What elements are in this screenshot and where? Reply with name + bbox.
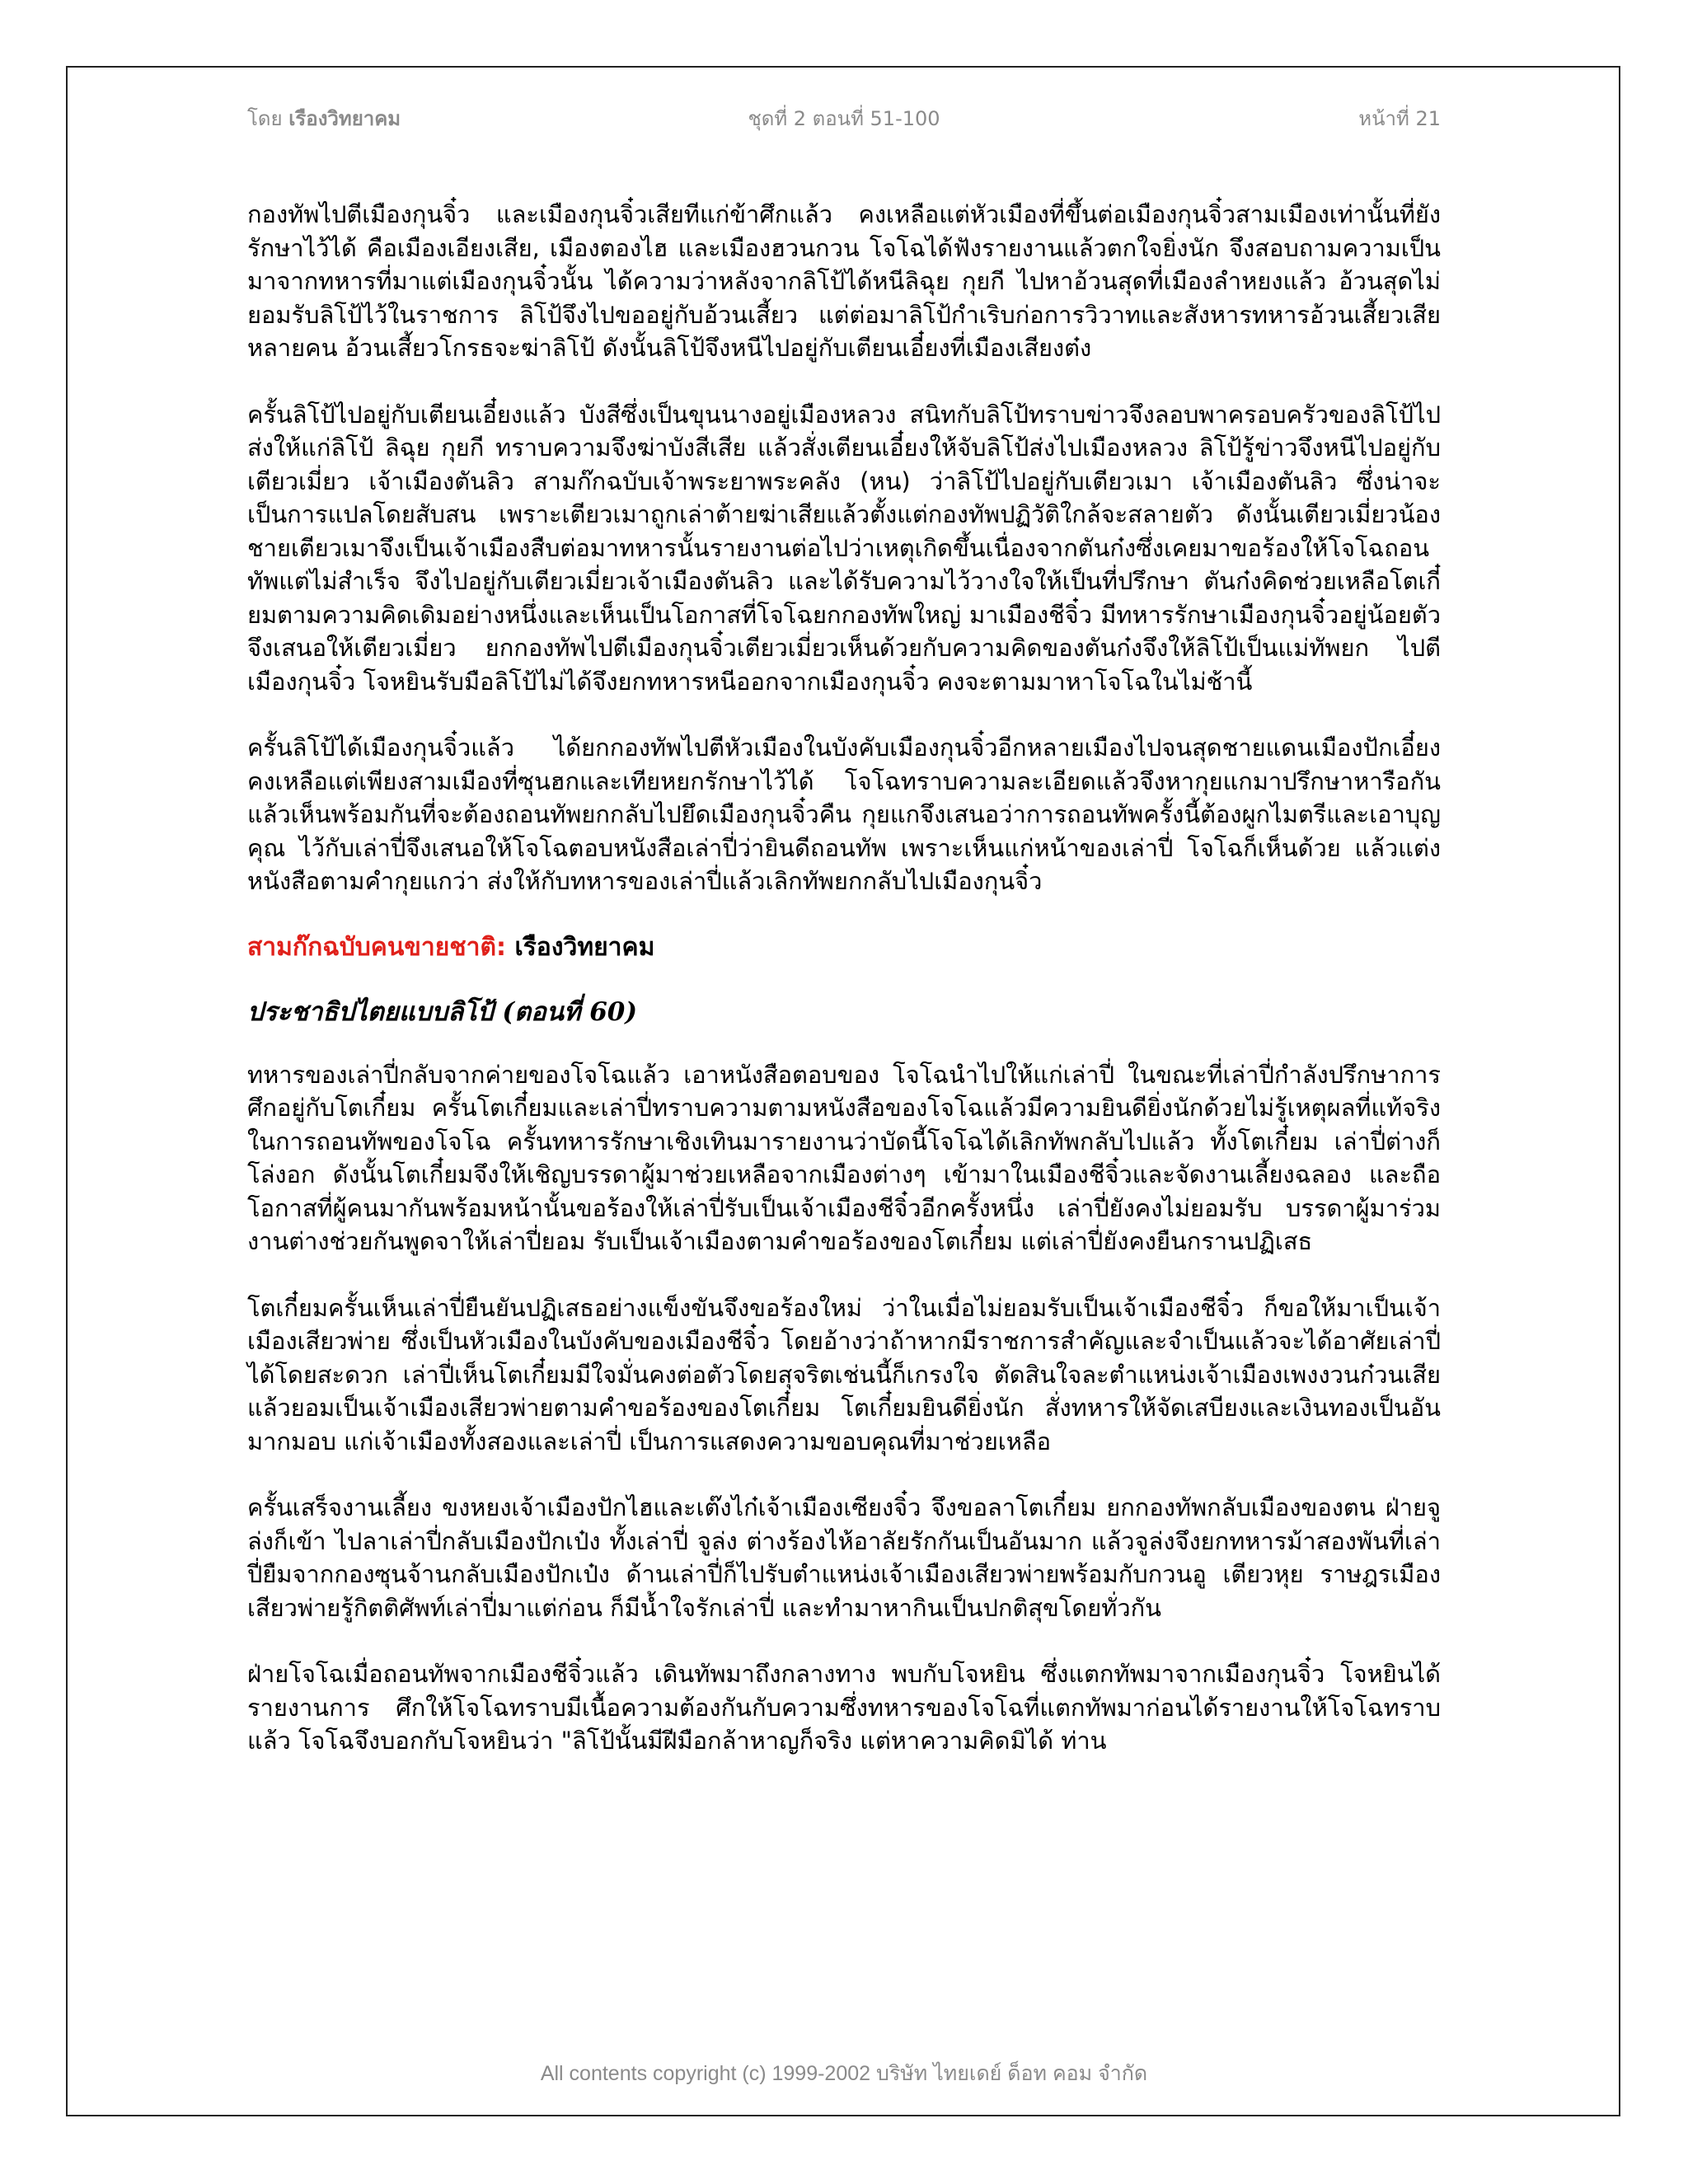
paragraph: ครั้นลิโป้ได้เมืองกุนจิ๋วแล้ว ได้ยกกองทัพไปตีหัวเมืองในบังคับเมืองกุนจิ๋วอีกหลายเมืองไปจนสุดชายแดนเมืองปักเอี๋ยง คงเหลือแต่เพียงสามเมืองที่ซุนฮกและเทียหยกรักษาไว้ได้ โจโฉทราบความละเอียดแล้วจึงหากุยแกมาปรึกษาหารือกันแล้วเห็นพร้อมกันที่จะต้องถอนทัพยกกลับไปยึดเมืองกุนจิ๋วคืน กุยแกจึงเสนอว่าการถอนทัพครั้งนี้ต้องผูกไมตรีและเอาบุญคุณ ไว้กับเล่าปี่จึงเสนอให้โจโฉตอบหนังสือเล่าปี่ว่ายินดีถอนทัพ เพราะเห็นแก่หน้าของเล่าปี่ โจโฉก็เห็นด้วย แล้วแต่งหนังสือตามคำกุยแกว่า ส่งให้กับทหารของเล่าปี่แล้วเลิกทัพยกกลับไปเมืองกุนจิ๋ว [247, 733, 1441, 895]
article-body [247, 198, 1441, 1791]
header-page-number: หน้าที่ 21 [1358, 107, 1441, 130]
author-prefix: โดย [247, 107, 283, 130]
footer-copyright: All contents copyright (c) 1999-2002 บริษัท ไทยเดย์ ด็อท คอม จำกัด [540, 2062, 1148, 2085]
series-label: สามก๊กฉบับคนขายชาติ: [247, 932, 506, 962]
page-header [247, 102, 1441, 130]
paragraph: ทหารของเล่าปี่กลับจากค่ายของโจโฉแล้ว เอาหนังสือตอบของ โจโฉนำไปให้แก่เล่าปี่ ในขณะที่เล่าปี่กำลังปรึกษาการศึกอยู่กับโตเกี๋ยม ครั้นโตเกี๋ยมและเล่าปี่ทราบความตามหนังสือของโจโฉแล้วมีความยินดียิ่งนักด้วยไม่รู้เหตุผลที่แท้จริงในการถอนทัพของโจโฉ ครั้นทหารรักษาเชิงเทินมารายงานว่าบัดนี้โจโฉได้เลิกทัพกลับไปแล้ว ทั้งโตเกี๋ยม เล่าปี่ต่างก็โล่งอก ดังนั้นโตเกี๋ยมจึงให้เชิญบรรดาผู้มาช่วยเหลือจากเมืองต่างๆ เข้ามาในเมืองชีจิ๋วและจัดงานเลี้ยงฉลอง และถือโอกาสที่ผู้คนมากันพร้อมหน้านั้นขอร้องให้เล่าปี่รับเป็นเจ้าเมืองชีจิ๋วอีกครั้งหนึ่ง เล่าปี่ยังคงไม่ยอมรับ บรรดาผู้มาร่วมงานต่างช่วยกันพูดจาให้เล่าปี่ยอม รับเป็นเจ้าเมืองตามคำขอร้องของโตเกี๋ยม แต่เล่าปี่ยังคงยืนกรานปฏิเสธ [247, 1060, 1441, 1255]
header-series: ชุดที่ 2 ตอนที่ 51-100 [748, 107, 940, 130]
paragraph: กองทัพไปตีเมืองกุนจิ๋ว และเมืองกุนจิ๋วเสียทีแก่ข้าศึกแล้ว คงเหลือแต่หัวเมืองที่ขึ้นต่อเมืองกุนจิ๋วสามเมืองเท่านั้นที่ยังรักษาไว้ได้ คือเมืองเอียงเสีย, เมืองตองไฮ และเมืองฮวนกวน โจโฉได้ฟังรายงานแล้วตกใจยิ่งนัก จึงสอบถามความเป็นมาจากทหารที่มาแต่เมืองกุนจิ๋วนั้น ได้ความว่าหลังจากลิโป้ได้หนีลิฉุย กุยกี ไปหาอ้วนสุดที่เมืองลำหยงแล้ว อ้วนสุดไม่ยอมรับลิโป้ไว้ในราชการ ลิโป้จึงไปขออยู่กับอ้วนเสี้ยว แต่ต่อมาลิโป้กำเริบก่อการวิวาทและสังหารทหารอ้วนเสี้ยวเสียหลายคน อ้วนเสี้ยวโกรธจะฆ่าลิโป้ ดังนั้นลิโป้จึงหนีไปอยู่กับเตียนเอี๋ยงที่เมืองเสียงต๋ง [247, 200, 1441, 362]
paragraph: ครั้นลิโป้ไปอยู่กับเตียนเอี๋ยงแล้ว บังสีซึ่งเป็นขุนนางอยู่เมืองหลวง สนิทกับลิโป้ทราบข่าวจึงลอบพาครอบครัวของลิโป้ไปส่งให้แก่ลิโป้ ลิฉุย กุยกี ทราบความจึงฆ่าบังสีเสีย แล้วสั่งเตียนเอี๋ยงให้จับลิโป้ส่งไปเมืองหลวง ลิโป้รู้ข่าวจึงหนีไปอยู่กับเตียวเมี่ยว เจ้าเมืองตันลิว สามก๊กฉบับเจ้าพระยาพระคลัง (หน) ว่าลิโป้ไปอยู่กับเตียวเมา เจ้าเมืองตันลิว ซึ่งน่าจะเป็นการแปลโดยสับสน เพราะเตียวเมาถูกเล่าต้ายฆ่าเสียแล้วตั้งแต่กองทัพปฏิวัติใกล้จะสลายตัว ดังนั้นเตียวเมี่ยวน้องชายเตียวเมาจึงเป็นเจ้าเมืองสืบต่อมาทหารนั้นรายงานต่อไปว่าเหตุเกิดขึ้นเนื่องจากตันก๋งซึ่งเคยมาขอร้องให้โจโฉถอนทัพแต่ไม่สำเร็จ จึงไปอยู่กับเตียวเมี่ยวเจ้าเมืองตันลิว และได้รับความไว้วางใจให้เป็นที่ปรึกษา ตันก๋งคิดช่วยเหลือโตเกี๋ยมตามความคิดเดิมอย่างหนึ่งและเห็นเป็นโอกาสที่โจโฉยกกองทัพใหญ่ มาเมืองชีจิ๋ว มีทหารรักษาเมืองกุนจิ๋วอยู่น้อยตัว จึงเสนอให้เตียวเมี่ยว ยกกองทัพไปตีเมืองกุนจิ๋วเตียวเมี่ยวเห็นด้วยกับความคิดของตันก๋งจึงให้ลิโป้เป็นแม่ทัพยก ไปตีเมืองกุนจิ๋ว โจหยินรับมือลิโป้ไม่ได้จึงยกทหารหนีออกจากเมืองกุนจิ๋ว คงจะตามมาหาโจโฉในไม่ช้านี้ [247, 400, 1441, 696]
paragraph: ฝ่ายโจโฉเมื่อถอนทัพจากเมืองชีจิ๋วแล้ว เดินทัพมาถึงกลางทาง พบกับโจหยิน ซึ่งแตกทัพมาจากเมืองกุนจิ๋ว โจหยินได้รายงานการ ศึกให้โจโฉทราบมีเนื้อความต้องกันกับความซึ่งทหารของโจโฉที่แตกทัพมาก่อนได้รายงานให้โจโฉทราบแล้ว โจโฉจึงบอกกับโจหยินว่า "ลิโป้นั้นมีฝีมือกล้าหาญก็จริง แต่หาความคิดมิได้ ท่าน [247, 1660, 1441, 1755]
paragraph: ครั้นเสร็จงานเลี้ยง ขงหยงเจ้าเมืองปักไฮและเต๊งไก๋เจ้าเมืองเซียงจิ๋ว จึงขอลาโตเกี๋ยม ยกกองทัพกลับเมืองของตน ฝ่ายจูล่งก็เข้า ไปลาเล่าปี่กลับเมืองปักเป๋ง ทั้งเล่าปี่ จูล่ง ต่างร้องไห้อาลัยรักกันเป็นอันมาก แล้วจูล่งจึงยกทหารม้าสองพันที่เล่าปี่ยืมจากกองซุนจ้านกลับเมืองปักเป๋ง ด้านเล่าปี่ก็ไปรับตำแหน่งเจ้าเมืองเสียวพ่ายพร้อมกับกวนอู เตียวหุย ราษฎรเมืองเสียวพ่ายรู้กิตติศัพท์เล่าปี่มาแต่ก่อน ก็มีน้ำใจรักเล่าปี่ และทำมาหากินเป็นปกติสุขโดยทั่วกัน [247, 1493, 1441, 1622]
author-name: เรืองวิทยาคม [288, 107, 401, 130]
section-heading [247, 931, 1441, 964]
episode-title: ประชาธิปไตยแบบลิโป้ (ตอนที่ 60) [247, 996, 638, 1027]
section-author: เรืองวิทยาคม [514, 932, 655, 962]
paragraph: โตเกี๋ยมครั้นเห็นเล่าปี่ยืนยันปฏิเสธอย่างแข็งขันจึงขอร้องใหม่ ว่าในเมื่อไม่ยอมรับเป็นเจ้าเมืองชีจิ๋ว ก็ขอให้มาเป็นเจ้าเมืองเสียวพ่าย ซึ่งเป็นหัวเมืองในบังคับของเมืองชีจิ๋ว โดยอ้างว่าถ้าหากมีราชการสำคัญและจำเป็นแล้วจะได้อาศัยเล่าปี่ได้โดยสะดวก เล่าปี่เห็นโตเกี๋ยมมีใจมั่นคงต่อตัวโดยสุจริตเช่นนี้ก็เกรงใจ ตัดสินใจละตำแหน่งเจ้าเมืองเพงงวนก๋วนเสียแล้วยอมเป็นเจ้าเมืองเสียวพ่ายตามคำขอร้องของโตเกี๋ยม โตเกี๋ยมยินดียิ่งนัก สั่งทหารให้จัดเสบียงและเงินทองเป็นอันมากมอบ แก่เจ้าเมืองทั้งสองและเล่าปี่ เป็นการแสดงความขอบคุณที่มาช่วยเหลือ [247, 1293, 1441, 1455]
